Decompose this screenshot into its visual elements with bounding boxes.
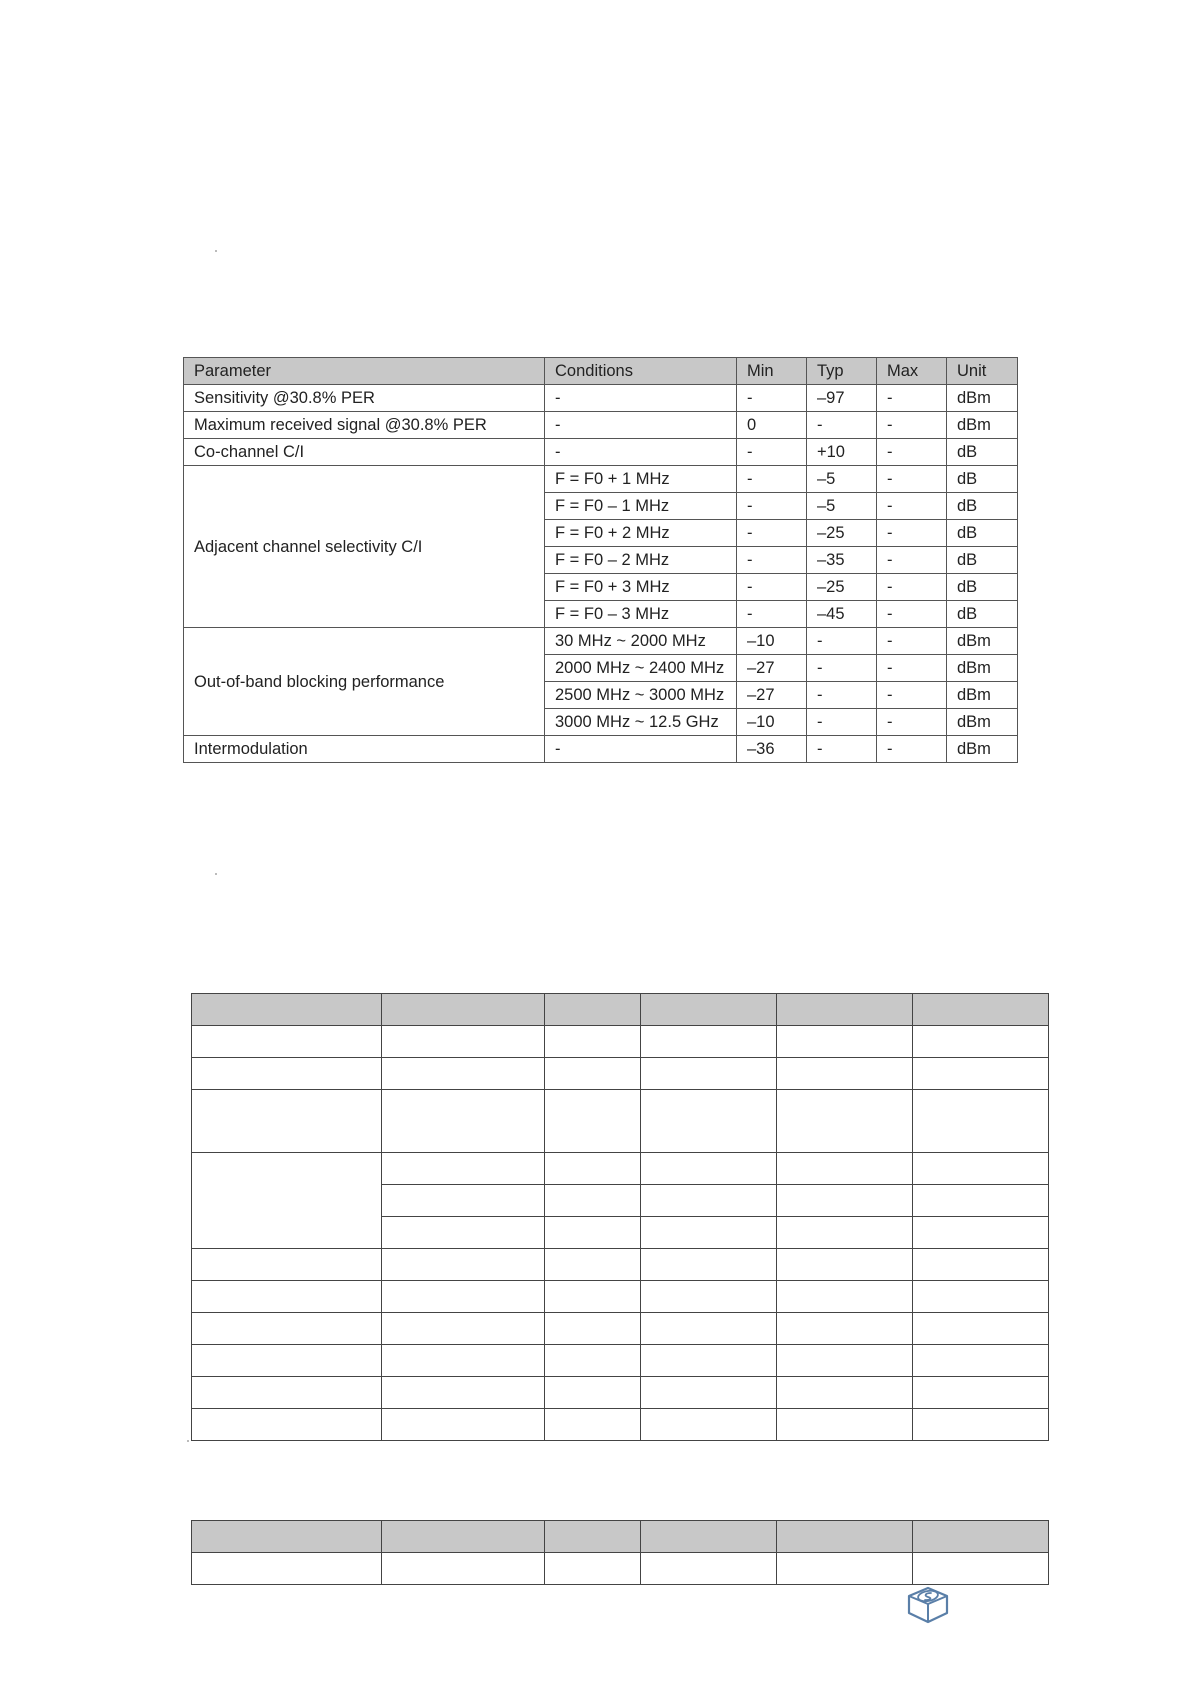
header-parameter: Parameter: [184, 358, 545, 385]
unit-cell: dB: [947, 466, 1018, 493]
min-cell: –27: [737, 655, 807, 682]
cond-cell: -: [545, 736, 737, 763]
max-cell: -: [877, 709, 947, 736]
cond-cell: F = F0 – 2 MHz: [545, 547, 737, 574]
header-min: Min: [737, 358, 807, 385]
min-cell: -: [737, 520, 807, 547]
table-header-row: [192, 1521, 1049, 1553]
min-cell: -: [737, 385, 807, 412]
typ-cell: –5: [807, 493, 877, 520]
max-cell: -: [877, 385, 947, 412]
typ-cell: -: [807, 736, 877, 763]
table-header-row: [192, 994, 1049, 1026]
param-cell-adjacent: Adjacent channel selectivity C/I: [184, 466, 545, 628]
typ-cell: +10: [807, 439, 877, 466]
typ-cell: -: [807, 655, 877, 682]
cond-cell: 3000 MHz ~ 12.5 GHz: [545, 709, 737, 736]
param-cell-blocking: Out-of-band blocking performance: [184, 628, 545, 736]
unit-cell: dBm: [947, 412, 1018, 439]
table-row: [192, 1026, 1049, 1058]
typ-cell: -: [807, 709, 877, 736]
cond-cell: -: [545, 439, 737, 466]
table-row: [192, 1153, 1049, 1185]
header-unit: Unit: [947, 358, 1018, 385]
typ-cell: –5: [807, 466, 877, 493]
typ-cell: –35: [807, 547, 877, 574]
param-cell: Sensitivity @30.8% PER: [184, 385, 545, 412]
table-row: [192, 1090, 1049, 1153]
max-cell: -: [877, 439, 947, 466]
marker-dot-3: [187, 1440, 189, 1442]
table-header-row: [184, 358, 1018, 385]
header-max: Max: [877, 358, 947, 385]
param-cell: Maximum received signal @30.8% PER: [184, 412, 545, 439]
min-cell: -: [737, 574, 807, 601]
typ-cell: -: [807, 628, 877, 655]
param-cell: Co-channel C/I: [184, 439, 545, 466]
max-cell: -: [877, 628, 947, 655]
min-cell: –36: [737, 736, 807, 763]
cond-cell: F = F0 – 3 MHz: [545, 601, 737, 628]
min-cell: -: [737, 493, 807, 520]
unit-cell: dB: [947, 547, 1018, 574]
max-cell: -: [877, 601, 947, 628]
min-cell: 0: [737, 412, 807, 439]
table-row: [184, 439, 1018, 466]
marker-dot-2: [215, 873, 217, 875]
unit-cell: dBm: [947, 385, 1018, 412]
table-row: [184, 736, 1018, 763]
unit-cell: dBm: [947, 709, 1018, 736]
empty-spec-table-2: [191, 1520, 1049, 1585]
marker-dot-1: [215, 250, 217, 252]
cond-cell: F = F0 + 2 MHz: [545, 520, 737, 547]
cond-cell: -: [545, 385, 737, 412]
unit-cell: dB: [947, 520, 1018, 547]
min-cell: –10: [737, 628, 807, 655]
typ-cell: –97: [807, 385, 877, 412]
cond-cell: 2500 MHz ~ 3000 MHz: [545, 682, 737, 709]
cond-cell: F = F0 + 3 MHz: [545, 574, 737, 601]
company-logo-icon: [905, 1585, 951, 1625]
min-cell: -: [737, 547, 807, 574]
min-cell: -: [737, 439, 807, 466]
max-cell: -: [877, 493, 947, 520]
max-cell: -: [877, 655, 947, 682]
table-row: [184, 385, 1018, 412]
typ-cell: -: [807, 682, 877, 709]
max-cell: -: [877, 412, 947, 439]
unit-cell: dBm: [947, 628, 1018, 655]
max-cell: -: [877, 574, 947, 601]
receiver-spec-table: [183, 357, 1018, 763]
table-row: [192, 1249, 1049, 1281]
max-cell: -: [877, 466, 947, 493]
unit-cell: dBm: [947, 682, 1018, 709]
cond-cell: F = F0 + 1 MHz: [545, 466, 737, 493]
cond-cell: F = F0 – 1 MHz: [545, 493, 737, 520]
header-conditions: Conditions: [545, 358, 737, 385]
typ-cell: -: [807, 412, 877, 439]
min-cell: –27: [737, 682, 807, 709]
typ-cell: –45: [807, 601, 877, 628]
table-row: [192, 1058, 1049, 1090]
typ-cell: –25: [807, 574, 877, 601]
table-row: [184, 412, 1018, 439]
unit-cell: dB: [947, 493, 1018, 520]
max-cell: -: [877, 682, 947, 709]
header-typ: Typ: [807, 358, 877, 385]
typ-cell: –25: [807, 520, 877, 547]
max-cell: -: [877, 736, 947, 763]
table-row: [184, 466, 1018, 493]
unit-cell: dB: [947, 601, 1018, 628]
table-row: [192, 1345, 1049, 1377]
min-cell: -: [737, 466, 807, 493]
min-cell: –10: [737, 709, 807, 736]
cond-cell: -: [545, 412, 737, 439]
max-cell: -: [877, 547, 947, 574]
table-row: [192, 1281, 1049, 1313]
max-cell: -: [877, 520, 947, 547]
empty-spec-table: [191, 993, 1049, 1441]
unit-cell: dBm: [947, 736, 1018, 763]
min-cell: -: [737, 601, 807, 628]
table-row: [192, 1553, 1049, 1585]
cond-cell: 30 MHz ~ 2000 MHz: [545, 628, 737, 655]
table-row: [192, 1377, 1049, 1409]
unit-cell: dB: [947, 439, 1018, 466]
table-row: [184, 628, 1018, 655]
param-cell: Intermodulation: [184, 736, 545, 763]
table-row: [192, 1409, 1049, 1441]
unit-cell: dB: [947, 574, 1018, 601]
table-row: [192, 1313, 1049, 1345]
unit-cell: dBm: [947, 655, 1018, 682]
cond-cell: 2000 MHz ~ 2400 MHz: [545, 655, 737, 682]
